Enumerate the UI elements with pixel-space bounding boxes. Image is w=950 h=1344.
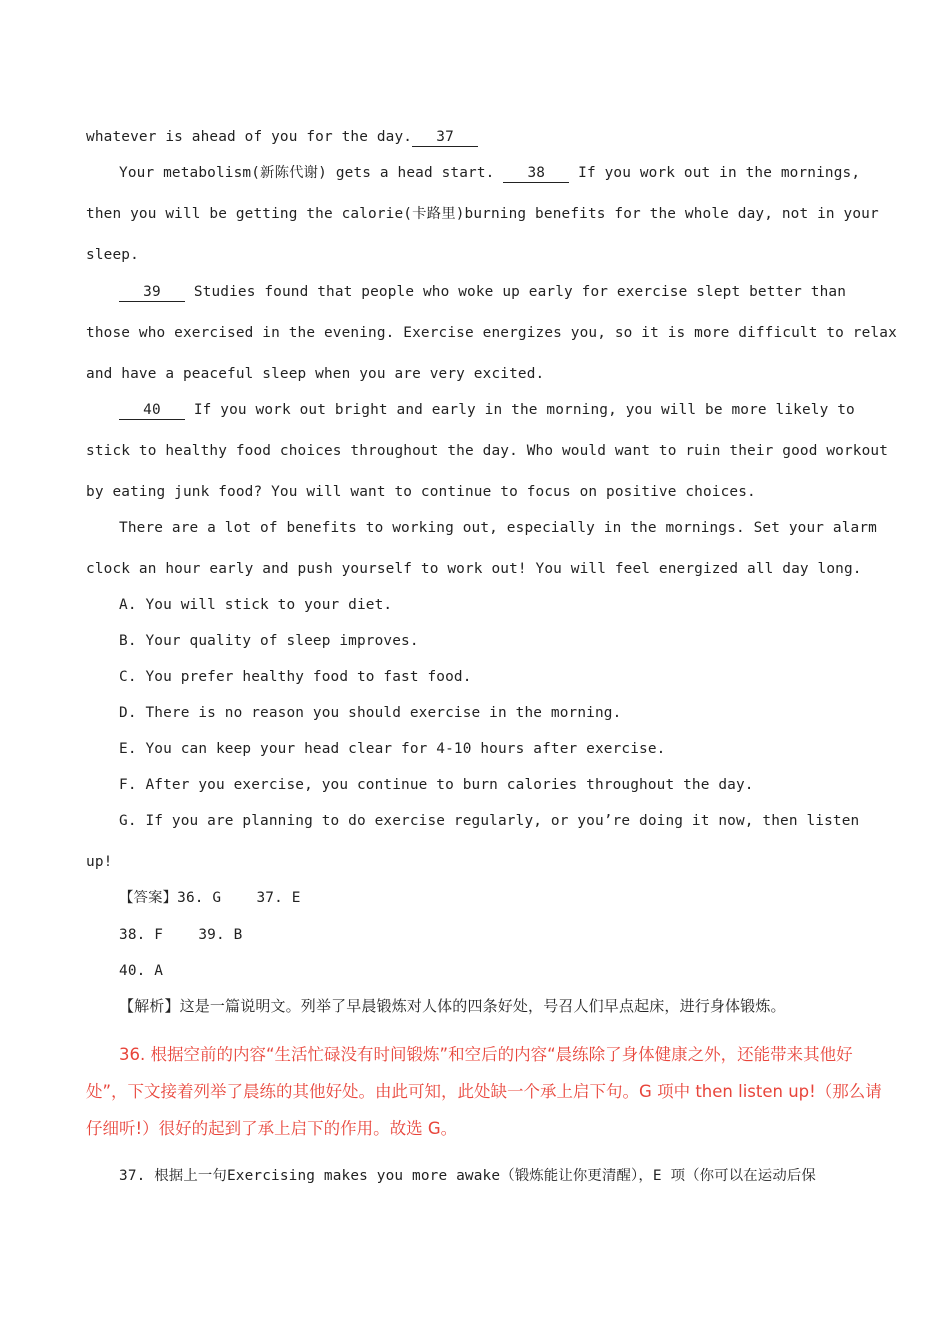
passage-line: [86, 127, 478, 147]
text: If you work out in the mornings,: [578, 165, 861, 181]
explanation-36-line: 仔细听!）很好的起到了承上启下的作用。故选 G。: [86, 1119, 458, 1138]
option-a: A. You will stick to your diet.: [119, 597, 393, 613]
answer-text: 36. G 37. E: [177, 890, 301, 906]
blank-37: 37: [412, 129, 478, 147]
passage-line: then you will be getting the calorie(卡路里)burning benefits for the whole day, not in your: [86, 206, 879, 222]
blank-40: 40: [119, 402, 185, 420]
passage-line: [119, 163, 860, 183]
blank-38: 38: [503, 165, 569, 183]
explanation-36-line: 36. 根据空前的内容“生活忙碌没有时间锻炼”和空后的内容“晨练除了身体健康之外，还能带来其他好: [119, 1045, 853, 1064]
passage-line: sleep.: [86, 247, 139, 263]
option-e: E. You can keep your head clear for 4-10 hours after exercise.: [119, 741, 666, 757]
answer-label: 【答案】: [119, 890, 178, 906]
text: whatever is ahead of you for the day.: [86, 129, 413, 145]
passage-line: [119, 282, 846, 302]
option-g-tail: up!: [86, 854, 113, 870]
passage-line: and have a peaceful sleep when you are very excited.: [86, 366, 545, 382]
option-c: C. You prefer healthy food to fast food.: [119, 669, 472, 685]
option-d: D. There is no reason you should exercise in the morning.: [119, 705, 622, 721]
text: Your metabolism(新陈代谢) gets a head start.: [119, 165, 495, 181]
blank-39: 39: [119, 284, 185, 302]
text: Studies found that people who woke up early for exercise slept better than: [193, 284, 847, 300]
answer-line: 38. F 39. B: [119, 927, 243, 943]
passage-line: There are a lot of benefits to working out, especially in the mornings. Set your alarm: [119, 520, 877, 536]
passage-line: those who exercised in the evening. Exercise energizes you, so it is more difficult to relax: [86, 325, 897, 341]
analysis-label: 【解析】: [119, 997, 180, 1015]
option-b: B. Your quality of sleep improves.: [119, 633, 419, 649]
answer-line: 40. A: [119, 963, 164, 979]
passage-line: stick to healthy food choices throughout the day. Who would want to ruin their good workout: [86, 443, 889, 459]
passage-line: [119, 400, 855, 420]
text: If you work out bright and early in the morning, you will be more likely to: [193, 402, 855, 418]
explanation-37-line: 37. 根据上一句Exercising makes you more awake（锻炼能让你更清醒），E 项（你可以在运动后保: [119, 1168, 816, 1184]
answer-line: [119, 888, 301, 908]
analysis-text: 这是一篇说明文。列举了早晨锻炼对人体的四条好处，号召人们早点起床，进行身体锻炼。: [179, 997, 786, 1015]
option-f: F. After you exercise, you continue to burn calories throughout the day.: [119, 777, 754, 793]
passage-line: by eating junk food? You will want to continue to focus on positive choices.: [86, 484, 756, 500]
analysis-line: [119, 996, 786, 1016]
passage-line: clock an hour early and push yourself to work out! You will feel energized all day long.: [86, 561, 862, 577]
option-g: G. If you are planning to do exercise regularly, or you’re doing it now, then listen: [119, 813, 860, 829]
explanation-36-line: 处”，下文接着列举了晨练的其他好处。由此可知，此处缺一个承上启下句。G 项中 then listen up!（那么请: [86, 1082, 882, 1101]
